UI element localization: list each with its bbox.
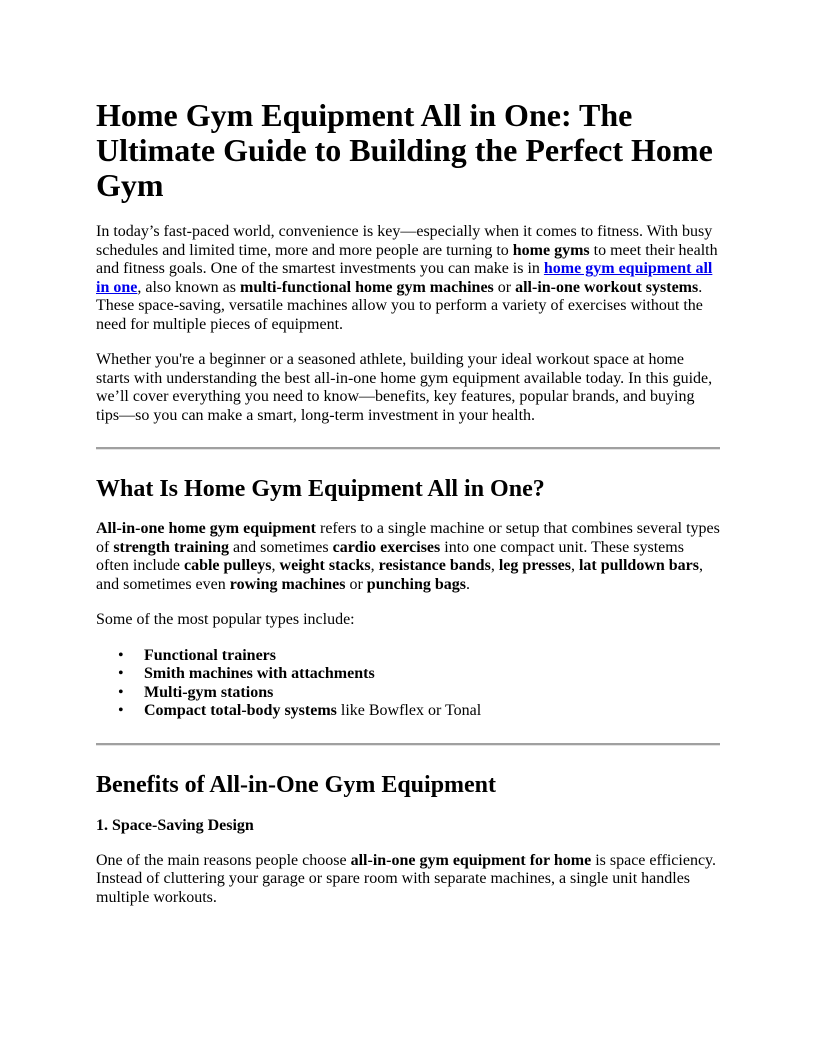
text-run: One of the main reasons people choose [96, 851, 351, 869]
text-run: into one compact unit. These systems often include [96, 538, 684, 574]
section-divider [96, 743, 720, 746]
section-heading-benefits: Benefits of All-in-One Gym Equipment [96, 771, 497, 798]
text-run: refers to a single machine or setup that combines several types of [96, 520, 720, 556]
bold-term: multi-functional home gym machines [240, 278, 494, 296]
list-item [144, 702, 720, 721]
bold-term: home gyms [512, 241, 590, 259]
text-run: , [490, 557, 499, 574]
list-item-term: Functional trainers [144, 646, 276, 664]
bold-term: cable pulleys [183, 557, 272, 574]
section-heading-what-is: What Is Home Gym Equipment All in One? [96, 476, 545, 502]
text-run: , [370, 557, 379, 574]
list-item-text: like Bowflex or Tonal [336, 702, 482, 719]
list-item-term: Compact total-body systems [144, 702, 337, 719]
intro-paragraph-1 [96, 223, 720, 334]
bold-term: lat pulldown bars [578, 557, 699, 574]
text-run: , [271, 557, 280, 574]
equipment-types-list [96, 647, 720, 721]
bold-term: cardio exercises [332, 538, 441, 556]
space-saving-paragraph [96, 852, 720, 908]
text-run: or [345, 575, 367, 593]
section-divider [96, 447, 720, 450]
bold-term: rowing machines [229, 575, 346, 593]
bold-term: punching bags [366, 575, 466, 593]
list-item-term: Multi-gym stations [144, 683, 274, 701]
bold-term: all-in-one gym equipment for home [350, 851, 592, 869]
text-run: and sometimes [229, 538, 333, 556]
text-run: , [570, 557, 579, 574]
bold-term: all-in-one workout systems [515, 278, 699, 296]
bold-term: leg presses [498, 557, 571, 574]
subheading-space-saving: 1. Space-Saving Design [96, 816, 254, 834]
text-run: or [493, 278, 516, 296]
list-item [144, 684, 720, 703]
bold-term: strength training [113, 538, 230, 556]
list-item [144, 647, 720, 666]
text-run: , and sometimes even [96, 557, 703, 593]
text-run: is space efficiency. Instead of cluttering your garage or spare room with separate machines, a single unit handles multiple workouts. [96, 851, 717, 906]
text-run: to meet their health and fitness goals. One of the smartest investments you can make is in [96, 241, 718, 277]
text-run: . [465, 575, 470, 593]
text-run: In today’s fast-paced world, convenience is key—especially when it comes to fitness. With busy schedules and limited time, more and more people are turning to [96, 223, 713, 259]
page-title: Home Gym Equipment All in One: The Ultimate Guide to Building the Perfect Home Gym [96, 97, 713, 203]
home-gym-equipment-link[interactable]: home gym equipment all in one [96, 260, 713, 296]
definition-paragraph [96, 520, 720, 594]
list-item-term: Smith machines with attachments [144, 665, 375, 682]
bold-term: weight stacks [279, 557, 371, 574]
bold-term: All-in-one home gym equipment [96, 520, 316, 537]
text-run: , also known as [137, 278, 240, 296]
list-item [144, 665, 720, 684]
intro-paragraph-2: Whether you're a beginner or a seasoned athlete, building your ideal workout space at home starts with understanding the best all-in-one home gym equipment available today. In this guide, we’ll cover everything you need to know—benefits, key features, popular brands, and buying tips—so you can make a smart, long-term investment in your health. [96, 351, 713, 424]
types-intro-paragraph: Some of the most popular types include: [96, 611, 355, 628]
bold-term: resistance bands [378, 557, 491, 574]
text-run: . These space-saving, versatile machines allow you to perform a variety of exercises without the need for multiple pieces of equipment. [96, 278, 703, 333]
